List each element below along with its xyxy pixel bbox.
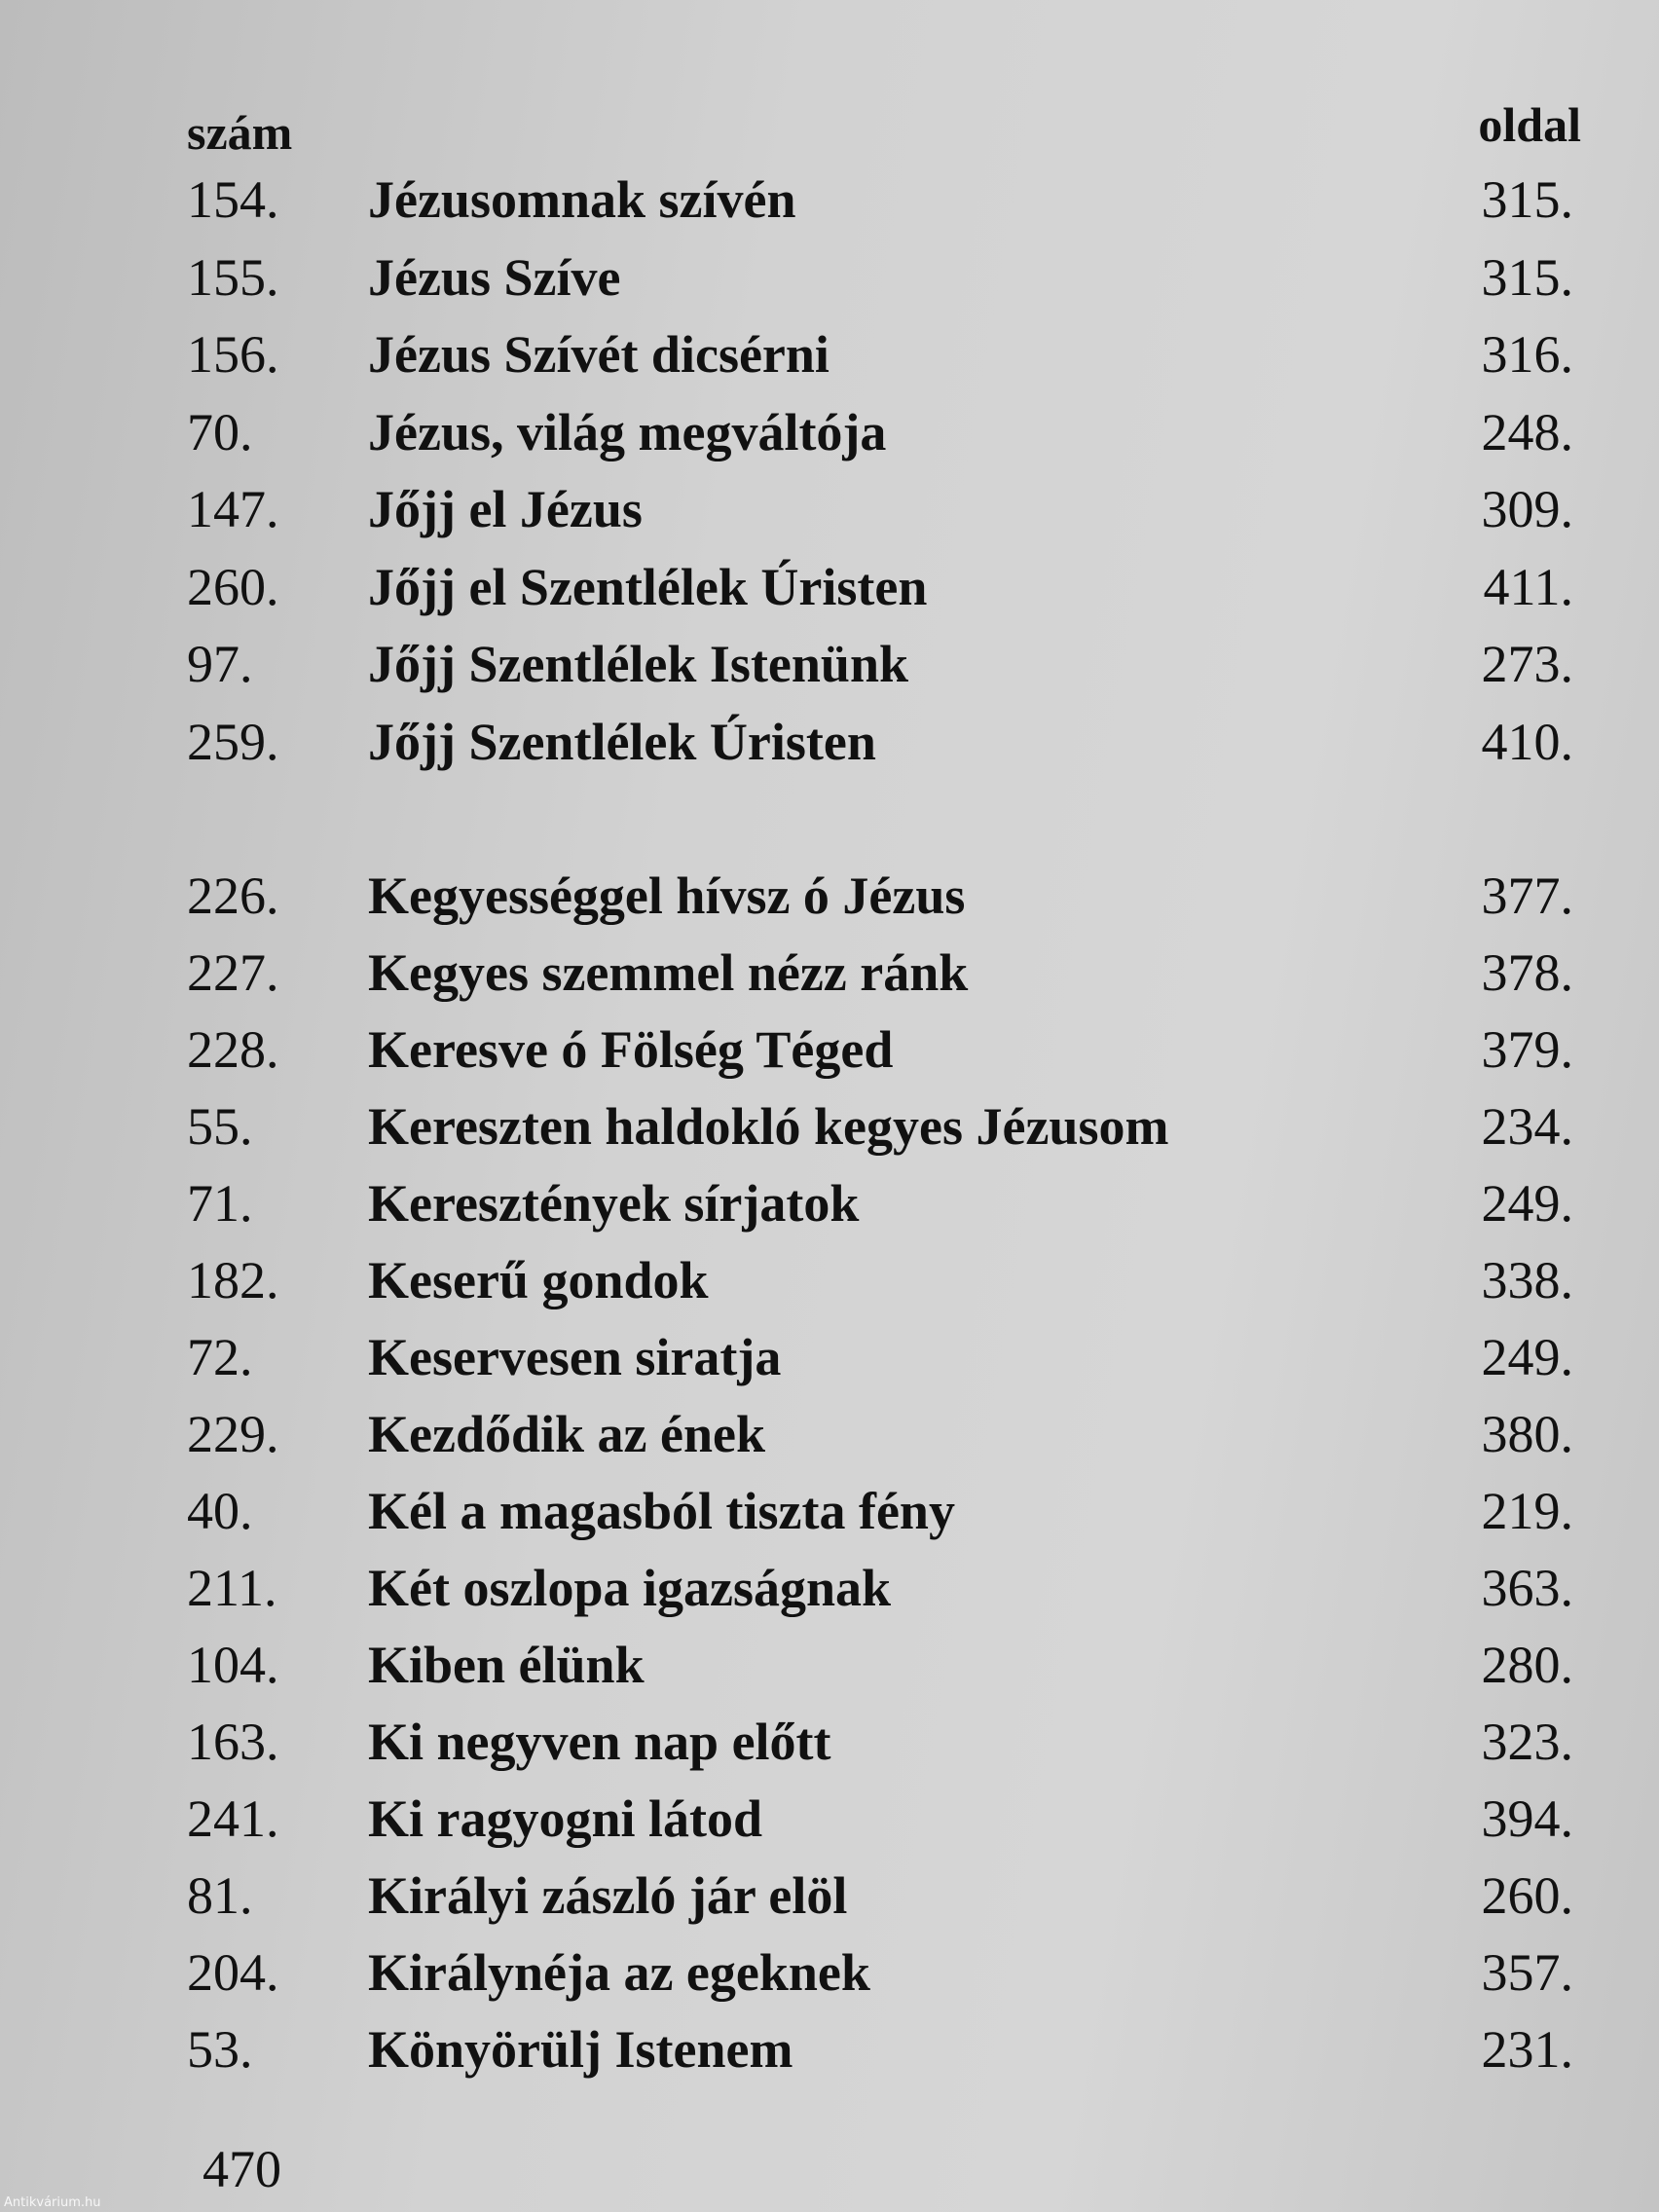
- index-entry: [0, 939, 1659, 1007]
- page-number: 470: [203, 2140, 281, 2198]
- entry-title: Kél a magasból tiszta fény: [368, 1482, 955, 1540]
- entry-page: 260.: [1481, 1866, 1573, 1925]
- entry-number: 241.: [187, 1789, 279, 1848]
- entry-page: 315.: [1481, 248, 1573, 307]
- entry-number: 72.: [187, 1328, 253, 1386]
- entry-page: 234.: [1481, 1097, 1573, 1156]
- entry-title: Jőjj el Szentlélek Úristen: [368, 558, 928, 616]
- entry-page: 363.: [1481, 1559, 1573, 1617]
- index-entry: [0, 1246, 1659, 1314]
- entry-title: Könyörülj Istenem: [368, 2020, 793, 2079]
- entry-number: 204.: [187, 1943, 279, 2002]
- index-entry: [0, 1708, 1659, 1776]
- entry-title: Keserű gondok: [368, 1251, 709, 1309]
- index-entry: [0, 630, 1659, 698]
- entry-title: Jőjj el Jézus: [368, 480, 643, 538]
- entry-page: 394.: [1481, 1789, 1573, 1848]
- index-entry: [0, 553, 1659, 621]
- entry-number: 182.: [187, 1251, 279, 1309]
- index-entry: [0, 1785, 1659, 1853]
- entry-number: 211.: [187, 1559, 277, 1617]
- entry-page: 316.: [1481, 325, 1573, 384]
- entry-number: 227.: [187, 943, 279, 1002]
- entry-page: 248.: [1481, 403, 1573, 461]
- entry-title: Kiben élünk: [368, 1636, 645, 1694]
- entry-title: Keresve ó Fölség Téged: [368, 1020, 894, 1079]
- entry-page: 273.: [1481, 635, 1573, 693]
- entry-number: 259.: [187, 713, 279, 771]
- entry-title: Kezdődik az ének: [368, 1405, 766, 1463]
- entry-number: 71.: [187, 1174, 253, 1233]
- entry-number: 81.: [187, 1866, 253, 1925]
- entry-title: Jőjj Szentlélek Istenünk: [368, 635, 909, 693]
- entry-page: 357.: [1481, 1943, 1573, 2002]
- entry-title: Jézus, világ megváltója: [368, 403, 887, 461]
- entry-number: 53.: [187, 2020, 253, 2079]
- entry-title: Keresztények sírjatok: [368, 1174, 860, 1233]
- index-entry: [0, 475, 1659, 543]
- entry-number: 229.: [187, 1405, 279, 1463]
- entry-number: 163.: [187, 1713, 279, 1771]
- index-entry: [0, 1862, 1659, 1930]
- entry-page: 280.: [1481, 1636, 1573, 1694]
- entry-page: 378.: [1481, 943, 1573, 1002]
- index-entry: [0, 398, 1659, 466]
- entry-number: 40.: [187, 1482, 253, 1540]
- entry-number: 155.: [187, 248, 279, 307]
- entry-number: 228.: [187, 1020, 279, 1079]
- entry-title: Ki negyven nap előtt: [368, 1713, 831, 1771]
- index-entry: [0, 1400, 1659, 1468]
- entry-number: 260.: [187, 558, 279, 616]
- entry-title: Két oszlopa igazságnak: [368, 1559, 892, 1617]
- entry-number: 226.: [187, 866, 279, 925]
- entry-title: Kegyességgel hívsz ó Jézus: [368, 866, 966, 925]
- index-entry: [0, 862, 1659, 930]
- entry-title: Jézus Szívét dicsérni: [368, 325, 830, 384]
- entry-title: Ki ragyogni látod: [368, 1789, 763, 1848]
- entry-title: Kereszten haldokló kegyes Jézusom: [368, 1097, 1169, 1156]
- column-header-page: oldal: [1478, 97, 1581, 152]
- entry-page: 309.: [1481, 480, 1573, 538]
- entry-number: 154.: [187, 170, 279, 229]
- entry-title: Királynéja az egeknek: [368, 1943, 870, 2002]
- entry-title: Keservesen siratja: [368, 1328, 782, 1386]
- entry-page: 323.: [1481, 1713, 1573, 1771]
- index-entry: [0, 1477, 1659, 1545]
- entry-title: Jézus Szíve: [368, 248, 621, 307]
- entry-page: 219.: [1481, 1482, 1573, 1540]
- index-entry: [0, 1938, 1659, 2007]
- entry-page: 249.: [1481, 1174, 1573, 1233]
- entry-title: Királyi zászló jár elöl: [368, 1866, 848, 1925]
- entry-page: 411.: [1483, 558, 1573, 616]
- index-entry: [0, 166, 1659, 234]
- column-header-number: szám: [187, 105, 293, 160]
- entry-page: 410.: [1481, 713, 1573, 771]
- entry-page: 315.: [1481, 170, 1573, 229]
- entry-title: Jőjj Szentlélek Úristen: [368, 713, 876, 771]
- entry-number: 70.: [187, 403, 253, 461]
- entry-number: 147.: [187, 480, 279, 538]
- index-entry: [0, 1631, 1659, 1699]
- entry-page: 380.: [1481, 1405, 1573, 1463]
- index-entry: [0, 1323, 1659, 1391]
- index-entry: [0, 1554, 1659, 1622]
- index-entry: [0, 243, 1659, 312]
- entry-page: 379.: [1481, 1020, 1573, 1079]
- watermark: Antikvárium.hu: [4, 2195, 101, 2210]
- entry-number: 156.: [187, 325, 279, 384]
- entry-page: 231.: [1481, 2020, 1573, 2079]
- index-entry: [0, 708, 1659, 776]
- entry-page: 377.: [1481, 866, 1573, 925]
- index-entry: [0, 1092, 1659, 1161]
- entry-number: 55.: [187, 1097, 253, 1156]
- index-entry: [0, 2015, 1659, 2083]
- entry-number: 97.: [187, 635, 253, 693]
- entry-page: 338.: [1481, 1251, 1573, 1309]
- index-entry: [0, 1169, 1659, 1237]
- index-entry: [0, 1015, 1659, 1084]
- index-entry: [0, 320, 1659, 388]
- entry-title: Kegyes szemmel nézz ránk: [368, 943, 969, 1002]
- entry-page: 249.: [1481, 1328, 1573, 1386]
- entry-title: Jézusomnak szívén: [368, 170, 796, 229]
- entry-number: 104.: [187, 1636, 279, 1694]
